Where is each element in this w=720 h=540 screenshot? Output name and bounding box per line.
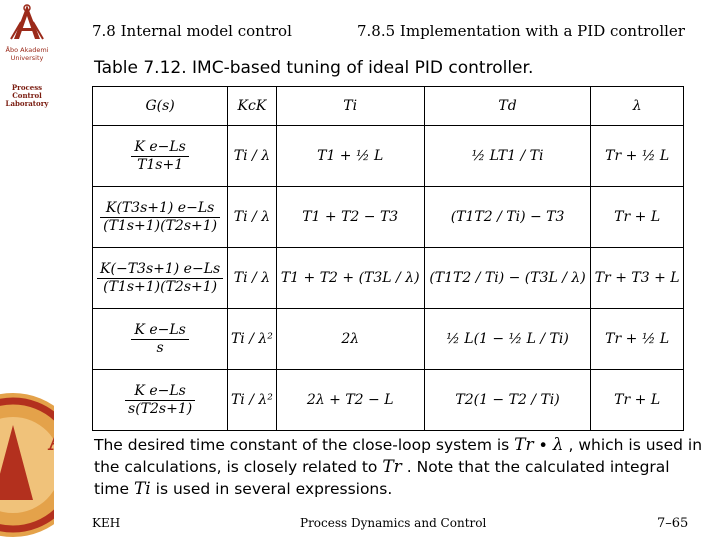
gain-cell: Ti / λ² <box>228 370 276 431</box>
symbol-ti: Ti <box>133 479 151 499</box>
header-integral-time: Ti <box>276 87 424 126</box>
header-transfer-function: G(s) <box>93 87 228 126</box>
section-title: 7.8 Internal model control <box>92 22 292 40</box>
integral-time-cell: T1 + T2 + (T3L / λ) <box>276 248 424 309</box>
svg-text:A: A <box>48 427 69 457</box>
table-row <box>93 370 684 431</box>
gain-cell: Ti / λ <box>228 187 276 248</box>
header-gain: KcK <box>228 87 276 126</box>
symbol-tr: Tr <box>382 457 402 477</box>
left-sidebar <box>0 0 76 540</box>
logo-line-2: University <box>10 54 44 62</box>
footer-author: KEH <box>92 516 121 530</box>
table-row <box>93 126 684 187</box>
derivative-time-cell: T2(1 − T2 / Ti) <box>424 370 590 431</box>
gain-cell: Ti / λ² <box>228 309 276 370</box>
lambda-cell: Tr + T3 + L <box>591 248 684 309</box>
derivative-time-cell: (T1T2 / Ti) − (T3L / λ) <box>424 248 590 309</box>
lambda-cell: Tr + ½ L <box>591 126 684 187</box>
transfer-function-cell: $\frac{K(-T3s+1) e-Ls}{(T1s+1)(T2s+1)}$ <box>93 248 228 309</box>
logo-line-1: Åbo Akademi <box>5 46 49 54</box>
header-lambda: λ <box>591 87 684 126</box>
derivative-time-cell: ½ L(1 − ½ L / Ti) <box>424 309 590 370</box>
integral-time-cell: T1 + ½ L <box>276 126 424 187</box>
footer-page-number: 7–65 <box>657 516 689 531</box>
table-row <box>93 309 684 370</box>
integral-time-cell: 2λ <box>276 309 424 370</box>
subsection-title: 7.8.5 Implementation with a PID controller <box>357 22 685 40</box>
derivative-time-cell: ½ LT1 / Ti <box>424 126 590 187</box>
table-caption: Table 7.12. IMC-based tuning of ideal PID controller. <box>94 58 534 78</box>
derivative-time-cell: (T1T2 / Ti) − T3 <box>424 187 590 248</box>
university-logo <box>0 2 54 62</box>
transfer-function-cell: $\frac{K(T3s+1) e-Ls}{(T1s+1)(T2s+1)}$ <box>93 187 228 248</box>
transfer-function-cell: $\frac{\text{K e−Ls}}{s(T2s+1)}$ <box>93 370 228 431</box>
university-crest-icon <box>7 2 47 42</box>
table-row <box>93 187 684 248</box>
transfer-function-cell: $\frac{\text{K e−Ls}}{s}$ <box>93 309 228 370</box>
explanation-paragraph: The desired time constant of the close-loop system is Tr ∙ λ , which is used in the calculations, is closely related to Tr . Note that the calculated integral time Ti is used in several expressions. <box>94 435 703 499</box>
imc-tuning-table <box>92 86 684 431</box>
decorative-seal-icon: A O <box>0 390 54 540</box>
table-row <box>93 248 684 309</box>
lab-name: Process Control Laboratory <box>5 83 49 108</box>
lambda-cell: Tr + L <box>591 187 684 248</box>
table-header-row <box>93 87 684 126</box>
integral-time-cell: 2λ + T2 − L <box>276 370 424 431</box>
transfer-function-cell: $\frac{\text{K e−Ls}}{T1s+1}$ <box>93 126 228 187</box>
header-derivative-time: Td <box>424 87 590 126</box>
footer-course: Process Dynamics and Control <box>300 516 487 530</box>
lambda-cell: Tr + ½ L <box>591 309 684 370</box>
integral-time-cell: T1 + T2 − T3 <box>276 187 424 248</box>
lambda-cell: Tr + L <box>591 370 684 431</box>
gain-cell: Ti / λ <box>228 126 276 187</box>
symbol-tr-lambda: Tr ∙ λ <box>514 435 564 455</box>
gain-cell: Ti / λ <box>228 248 276 309</box>
